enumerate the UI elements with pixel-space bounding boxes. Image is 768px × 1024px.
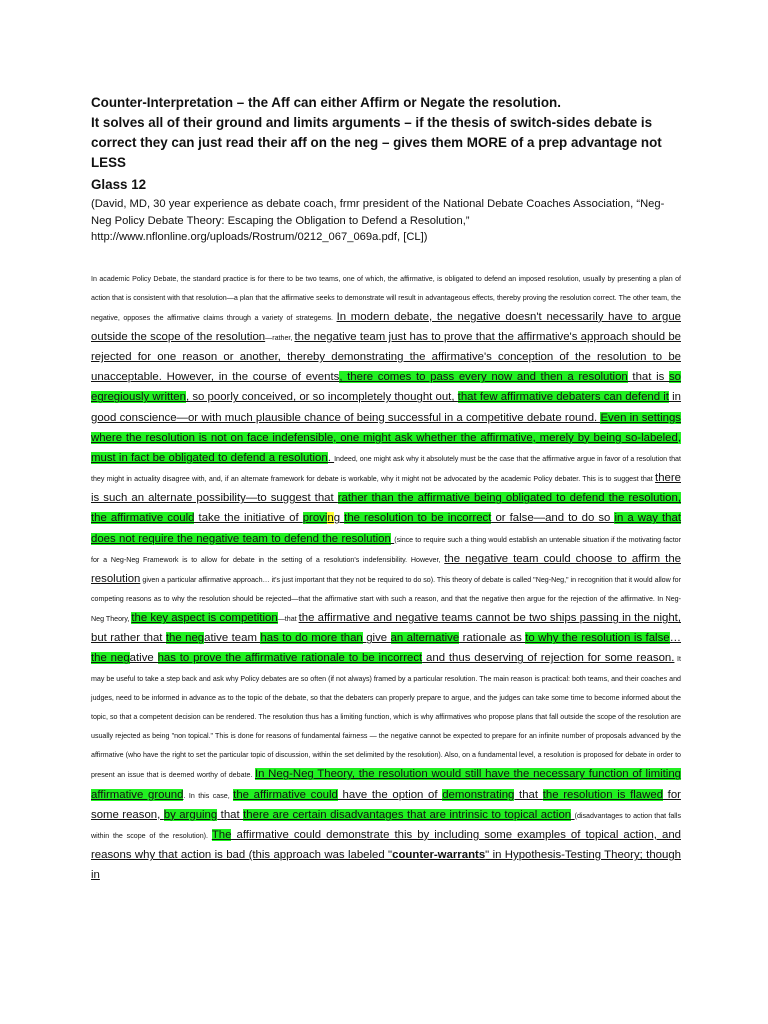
citation-details: (David, MD, 30 year experience as debate coach, frmr president of the National Debate Coaches Association, “Neg-Neg Policy Debate Theory: Escaping the Obligation to Defend a Resolution,” http://www.nflonline.org/uploads/Rostrum/0212_067_069a.pdf, [CL]) xyxy=(91,198,665,243)
card-highlighted-text: could xyxy=(310,788,338,801)
card-underlined-text: that xyxy=(514,788,543,801)
card-highlighted-text: n xyxy=(327,512,334,525)
card-small-text: (disadvantages to action that falls within the scope of the resolution). xyxy=(91,811,681,840)
card-highlighted-text: , there comes to pass every now and then a resolution xyxy=(339,371,628,384)
citation-author-year: Glass 12 xyxy=(91,177,147,192)
card-underlined-text: ative team xyxy=(204,632,261,645)
card-underlined-text: there is such an alternate possibility—to suggest that xyxy=(91,472,681,505)
card-underlined-text: " in Hypothesis-Testing Theory; though in xyxy=(91,849,682,882)
card-highlighted-text: to why the resolution is false xyxy=(525,632,670,645)
card-highlighted-text: provi xyxy=(302,512,328,525)
card-highlighted-text: The xyxy=(211,828,232,841)
card-highlighted-text: has to do more than xyxy=(260,632,363,645)
card-highlighted-text: demonstrating xyxy=(442,788,515,801)
card-underlined-text: give xyxy=(362,632,391,645)
tagline-argument: It solves all of their ground and limits arguments – if the thesis of switch-sides debate is correct they can just read their aff on the neg – gives them MORE of a prep advantage not LESS xyxy=(91,115,662,170)
card-underlined-text: the negative team just has to prove that the affirmative's approach should be rejected for one reason or another, thereby demonstrating the affirmative's conception of the resolution to be unacceptable. However, in the course of events xyxy=(91,330,681,384)
card-highlighted-text: In Neg-Neg Theory, the resolution would still have the necessary function of limiting affirmative ground xyxy=(91,768,682,801)
card-small-text: Indeed, one might ask why it absolutely must be the case that the affirmative argue in favor of a resolution that they might in actuality disagree with, and, if an alternate framework for debate is workable, why it might not be advocated by the academic Policy debater. This is to suggest that xyxy=(91,454,681,484)
card-underlined-text: and thus deserving of rejection for some reason. xyxy=(422,652,675,665)
card-highlighted-text: there are certain disadvantages that are intrinsic to topical action xyxy=(243,808,572,821)
card-underlined-text: g xyxy=(333,512,345,525)
card-small-text: given a particular affirmative approach… it's just important that they not be required to do so). This theory of debate is called "Neg-Neg," in recognition that it would allow for competing reasons as to why the resolution should be rejected—that the affirmative start with such a reason, and that the negative then argue for the rejection of the affirmative. In Neg-Neg Theory, xyxy=(91,575,681,624)
card-small-text: It may be useful to take a step back and ask why Policy debates are so often (if not always) framed by a particular resolution. The main reason is practical: both teams, and their coaches and judges, need to be informed in advance as to the topic of the debate, so that the debaters can properly prepare to argue, and the judges can take some time to become informed about the topic, so that a competent decision can be rendered. The resolution thus has a limiting function, which is why affirmatives who propose plans that fall outside the scope of the resolution are usually rejected as being "non topical." This is done for reasons of fundamental fairness — the negative cannot be expected to prepare for an infinite number of proposals advanced by the affirmative (who have the right to set the particular topic of discussion, within the set delimited by the resolution). Also, on a fundamental level, a resolution is proposed for debate in order to present an issue that is deemed worthy of debate. xyxy=(91,655,681,780)
card-highlighted-text: the neg xyxy=(165,632,205,645)
card-underlined-text: that xyxy=(217,808,244,821)
card-small-text: In academic Policy Debate, the standard practice is for there to be two teams, one of which, the affirmative, is obligated to defend an imposed resolution, usually by presenting a plan of action that is consistent with that resolution—a plan that the affirmative seeks to demonstrate will result in advantageous effects, thereby proving the resolution correct. The other team, the negative, opposes the affirmative claims through a variety of strategems. xyxy=(91,274,681,322)
card-highlighted-text: has to prove the affirmative rationale to be incorrect xyxy=(157,652,423,665)
card-underlined-text: rationale as xyxy=(459,632,526,645)
card-underlined-text: have the option of xyxy=(337,788,443,801)
card-small-text: (since to require such a thing would establish an untenable situation if the motivating factor for a Neg-Neg Framework is to allow for debate in the setting of a resolution's indefensibility. However, xyxy=(91,535,681,564)
card-highlighted-text: the resolution is flawed xyxy=(542,788,664,801)
card-small-text: In this case, xyxy=(188,791,234,800)
card-highlighted-text: so egregiously written xyxy=(91,371,681,404)
card-highlighted-text: the resolution to be incorrect xyxy=(344,512,492,525)
card-small-text: —that xyxy=(277,615,299,624)
card-bold-text: counter-warrants xyxy=(392,849,486,862)
card-highlighted-text: an alternative xyxy=(390,632,460,645)
card-highlighted-text: that few affirmative debaters can defend it xyxy=(457,391,669,404)
card-underlined-text: the negative team could choose to affirm the resolution xyxy=(91,552,681,585)
card-underlined-text: affirmative could demonstrate this by including some examples of topical action, and reasons why that action is bad (this approach was labeled " xyxy=(91,828,681,862)
card-small-text: —rather, xyxy=(265,333,295,342)
card-small-text: . xyxy=(183,791,189,800)
card-underlined-text: take the initiative of xyxy=(194,512,303,525)
card-underlined-text: . xyxy=(327,451,335,464)
card-underlined-text: the affirmative and negative teams cannot be two ships passing in the night, but rather that xyxy=(91,612,681,645)
tagline-interpretation: Counter-Interpretation – the Aff can either Affirm or Negate the resolution. xyxy=(91,95,561,110)
card-underlined-text: ative xyxy=(129,652,158,665)
card-highlighted-text: rather than the affirmative xyxy=(337,492,474,505)
card-underlined-text: In modern debate, the negative doesn't necessarily have to argue outside the scope of the resolution xyxy=(91,310,681,343)
card-highlighted-text: by arguing xyxy=(163,808,218,821)
card-highlighted-text: the affirmative xyxy=(233,788,311,801)
card-underlined-text: , so poorly conceived, or so incompletely thought out, xyxy=(185,391,458,404)
document-page xyxy=(91,93,681,886)
card-underlined-text: or false—and to do so xyxy=(491,512,615,525)
card-highlighted-text: the neg xyxy=(91,652,130,665)
card-highlighted-text: the key aspect is competition xyxy=(131,612,278,625)
card-highlighted-text: being obligated to defend the resolution, the affirmative could xyxy=(91,492,681,525)
card-underlined-text: for some reason, xyxy=(91,788,681,821)
card-highlighted-text: in a way that does not require the negative team to defend the resolution xyxy=(91,512,682,545)
card-underlined-text: that is xyxy=(627,371,669,384)
card-highlighted-text: Even in settings where the resolution is not on face indefensible, one might ask whether the affirmative, merely by being so-labeled, must in fact be obligated to defend a resolution xyxy=(91,411,681,464)
card-underlined-text: in good conscience—or with much plausible chance of being successful in a competitive debate round. xyxy=(91,391,682,424)
card-underlined-text: … xyxy=(669,632,682,645)
evidence-card xyxy=(91,270,681,887)
